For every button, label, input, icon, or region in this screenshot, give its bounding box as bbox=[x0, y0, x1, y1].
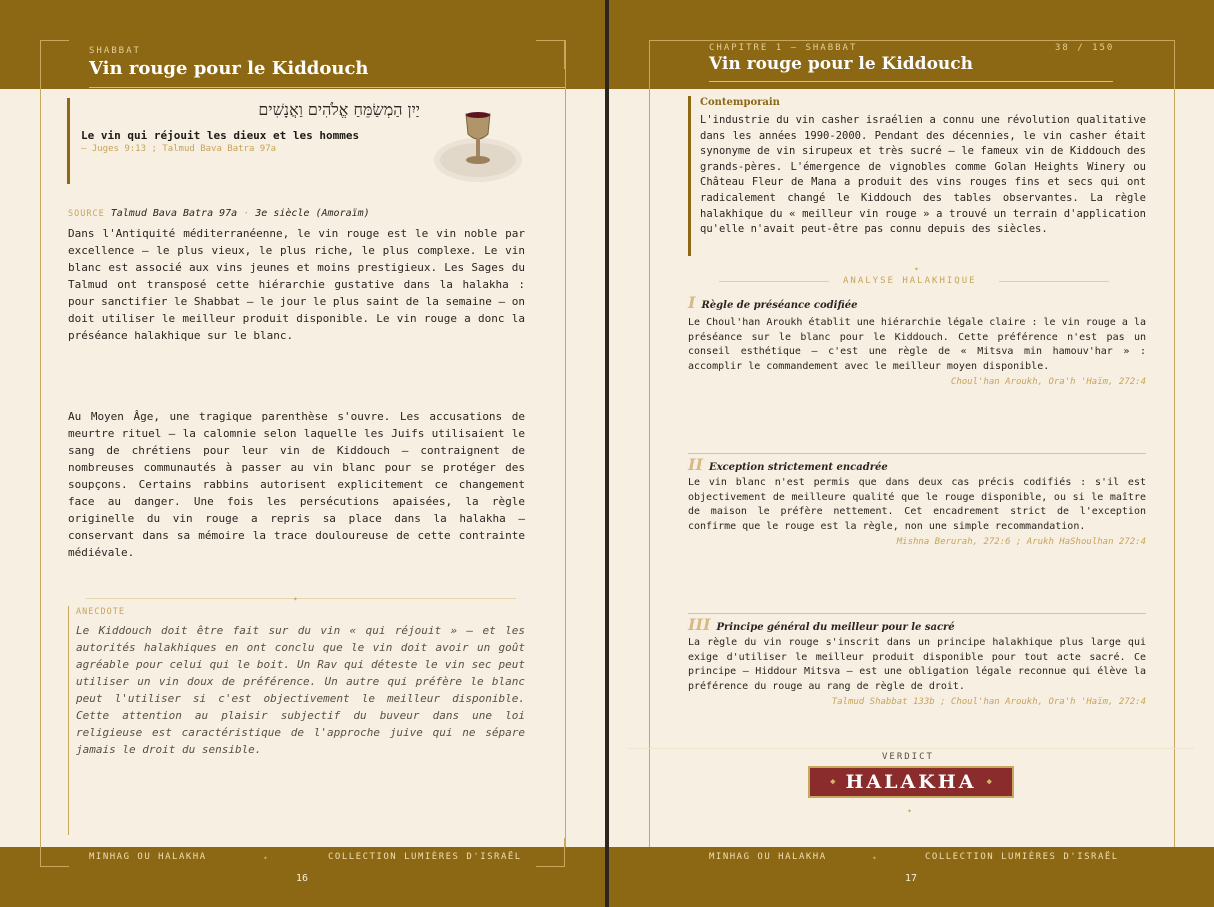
footer-ornament-icon: ✦ bbox=[872, 853, 877, 862]
diamond-icon: ◆ bbox=[830, 777, 836, 787]
footer-ornament-icon: ✦ bbox=[263, 853, 268, 862]
left-page bbox=[0, 0, 605, 907]
page-title: Vin rouge pour le Kiddouch bbox=[89, 58, 369, 79]
ornament-icon: ✦ bbox=[914, 264, 919, 273]
rule-text: La règle du vin rouge s'inscrit dans un principe halakhique plus large qui exige d'utiliser le meilleur produit disponible pour tout acte sacré. Ce principe — Hiddour Mitsva — est une obligation légale reconnue qui élève la préférence du rouge au rang de règle de droit. bbox=[688, 637, 1146, 692]
rule-text: Le vin blanc n'est permis que dans deux cas précis codifiés : s'il est objectivement de meilleure qualité que le rouge disponible, ou si le maître de maison le préfère nettement. Cet encadrement strict de l'exception confirme que le rouge est la règle, non une simple recommandation. bbox=[688, 477, 1146, 532]
chapter-kicker: CHAPITRE 1 — SHABBAT bbox=[709, 43, 858, 53]
rule-heading bbox=[688, 455, 888, 474]
anecdote-label: ANECDOTE bbox=[76, 607, 125, 617]
footer-series: MINHAG OU HALAKHA bbox=[709, 852, 827, 862]
ornament-icon: ✦ bbox=[907, 806, 912, 815]
rule-divider bbox=[688, 613, 1146, 614]
verdict-value: HALAKHA bbox=[845, 771, 977, 793]
analysis-heading: ANALYSE HALAKHIQUE bbox=[843, 276, 977, 286]
heading-rule-left bbox=[719, 281, 829, 282]
source-line bbox=[68, 208, 370, 219]
anecdote-bar bbox=[68, 606, 69, 835]
contemporain-bar bbox=[688, 96, 691, 256]
page-counter: 38 / 150 bbox=[1055, 43, 1115, 53]
verdict-divider bbox=[629, 748, 1194, 749]
rule-number: III bbox=[688, 615, 711, 634]
source-label: SOURCE bbox=[68, 209, 105, 219]
verse-reference: — Juges 9:13 ; Talmud Bava Batra 97a bbox=[81, 144, 277, 154]
rule-citation: Mishna Berurah, 272:6 ; Arukh HaShoulhan 272:4 bbox=[896, 537, 1146, 547]
rule-citation: Talmud Shabbat 133b ; Choul'han Aroukh, Ora'h 'Haïm, 272:4 bbox=[831, 697, 1146, 707]
title-underline bbox=[89, 87, 565, 88]
verse-translation: Le vin qui réjouit les dieux et les hommes bbox=[81, 129, 360, 142]
rule-heading bbox=[688, 615, 955, 634]
kiddush-cup-illustration bbox=[432, 100, 524, 188]
source-text: Talmud Bava Batra 97a bbox=[110, 208, 238, 219]
epigraph-bar bbox=[67, 98, 70, 184]
title-underline bbox=[709, 81, 1113, 82]
frame-corner bbox=[536, 40, 565, 69]
rule-title: Principe général du meilleur pour le sacré bbox=[716, 622, 955, 633]
rule-heading bbox=[688, 293, 857, 312]
rule-number: II bbox=[688, 455, 703, 474]
page-title: Vin rouge pour le Kiddouch bbox=[709, 54, 973, 74]
verdict-label: VERDICT bbox=[882, 752, 934, 762]
paragraph-middle-ages: Au Moyen Âge, une tragique parenthèse s'ouvre. Les accusations de meurtre rituel — la calomnie selon laquelle les Juifs utilisaient le sang de chrétiens pour leur vin de Kiddouch — contraignent de nombreuses communautés à passer au vin blanc pour se protéger des soupçons. Certains rabbins autorisent explicitement ce changement face au danger. Une fois les persécutions apaisées, la règle originelle du vin rouge a repris sa place dans la halakha — conservant dans sa mémoire la trace douloureuse de cette contrainte médiévale. bbox=[68, 410, 525, 559]
footer-series: MINHAG OU HALAKHA bbox=[89, 852, 207, 862]
anecdote-text: Le Kiddouch doit être fait sur du vin « qui réjouit » — et les autorités halakhiques en ont conclu que le vin doit avoir un goût agréable pour celui qui le boit. Un Rav qui déteste le vin sec peut utiliser un vin doux de préférence. Un autre qui préfère le blanc peut l'utiliser si c'est objectivement le meilleur disponible. Cette attention au plaisir subjectif du buveur dans une loi religieuse est caractéristique de l'approche juive qui ne sépare jamais le droit du sensible. bbox=[76, 624, 525, 756]
source-era: 3e siècle (Amoraïm) bbox=[255, 208, 370, 219]
right-page bbox=[609, 0, 1214, 907]
rule-divider bbox=[688, 453, 1146, 454]
hebrew-verse: יַיִן הַמְשַׂמֵּחַ אֱלֹהִים וַאֲנָשִׁים bbox=[258, 100, 420, 119]
page-number: 17 bbox=[905, 873, 918, 884]
footer-collection: COLLECTION LUMIÈRES D'ISRAËL bbox=[328, 852, 522, 862]
anecdote-rule bbox=[86, 598, 516, 599]
ornament-icon: ✦ bbox=[293, 594, 298, 603]
source-separator: · bbox=[243, 208, 250, 219]
contemporain-text: L'industrie du vin casher israélien a connu une révolution qualitative dans les années 1990-2000. Pendant des décennies, le vin casher était synonyme de vin sirupeux et très sucré — le fameux vin de Kiddouch des grands-pères. L'émergence de vignobles comme Golan Heights Winery ou Château Fleur de Mana a produit des vins rouges fins et secs qui ont radicalement changé le Kiddouch des tables observantes. La règle halakhique du « meilleur vin rouge » a trouvé un terrain d'application qu'elle n'avait peut-être pas connu depuis des siècles. bbox=[700, 114, 1146, 236]
rule-citation: Choul'han Aroukh, Ora'h 'Haïm, 272:4 bbox=[950, 377, 1146, 387]
frame-corner bbox=[40, 40, 69, 69]
heading-rule-right bbox=[999, 281, 1109, 282]
paragraph-antiquity: Dans l'Antiquité méditerranéenne, le vin rouge est le vin noble par excellence — le plus vieux, le plus riche, le plus complexe. Le vin blanc est associé aux vins jeunes et moins prestigieux. Les Sages du Talmud ont transposé cette hiérarchie gustative dans la halakha : pour sanctifier le Shabbat — le jour le plus saint de la semaine — on doit utiliser le meilleur produit disponible. Le vin rouge a donc la préséance halakhique sur le blanc. bbox=[68, 227, 525, 342]
rule-title: Exception strictement encadrée bbox=[708, 462, 888, 473]
diamond-icon: ◆ bbox=[986, 777, 992, 787]
contemporain-label: Contemporain bbox=[700, 97, 780, 108]
page-number: 16 bbox=[296, 873, 309, 884]
rule-title: Règle de préséance codifiée bbox=[701, 300, 858, 311]
chapter-kicker: SHABBAT bbox=[89, 46, 141, 56]
rule-number: I bbox=[688, 293, 696, 312]
frame-corner bbox=[536, 838, 565, 867]
footer-collection: COLLECTION LUMIÈRES D'ISRAËL bbox=[925, 852, 1119, 862]
rule-text: Le Choul'han Aroukh établit une hiérarchie légale claire : le vin rouge a la préséance sur le blanc pour le Kiddouch. Cette préférence n'est pas un conseil esthétique — c'est une règle de « Mitsva min hamouv'har » : accomplir le commandement avec le meilleur moyen disponible. bbox=[688, 317, 1146, 372]
frame-corner bbox=[40, 838, 69, 867]
verdict-badge bbox=[808, 766, 1014, 798]
